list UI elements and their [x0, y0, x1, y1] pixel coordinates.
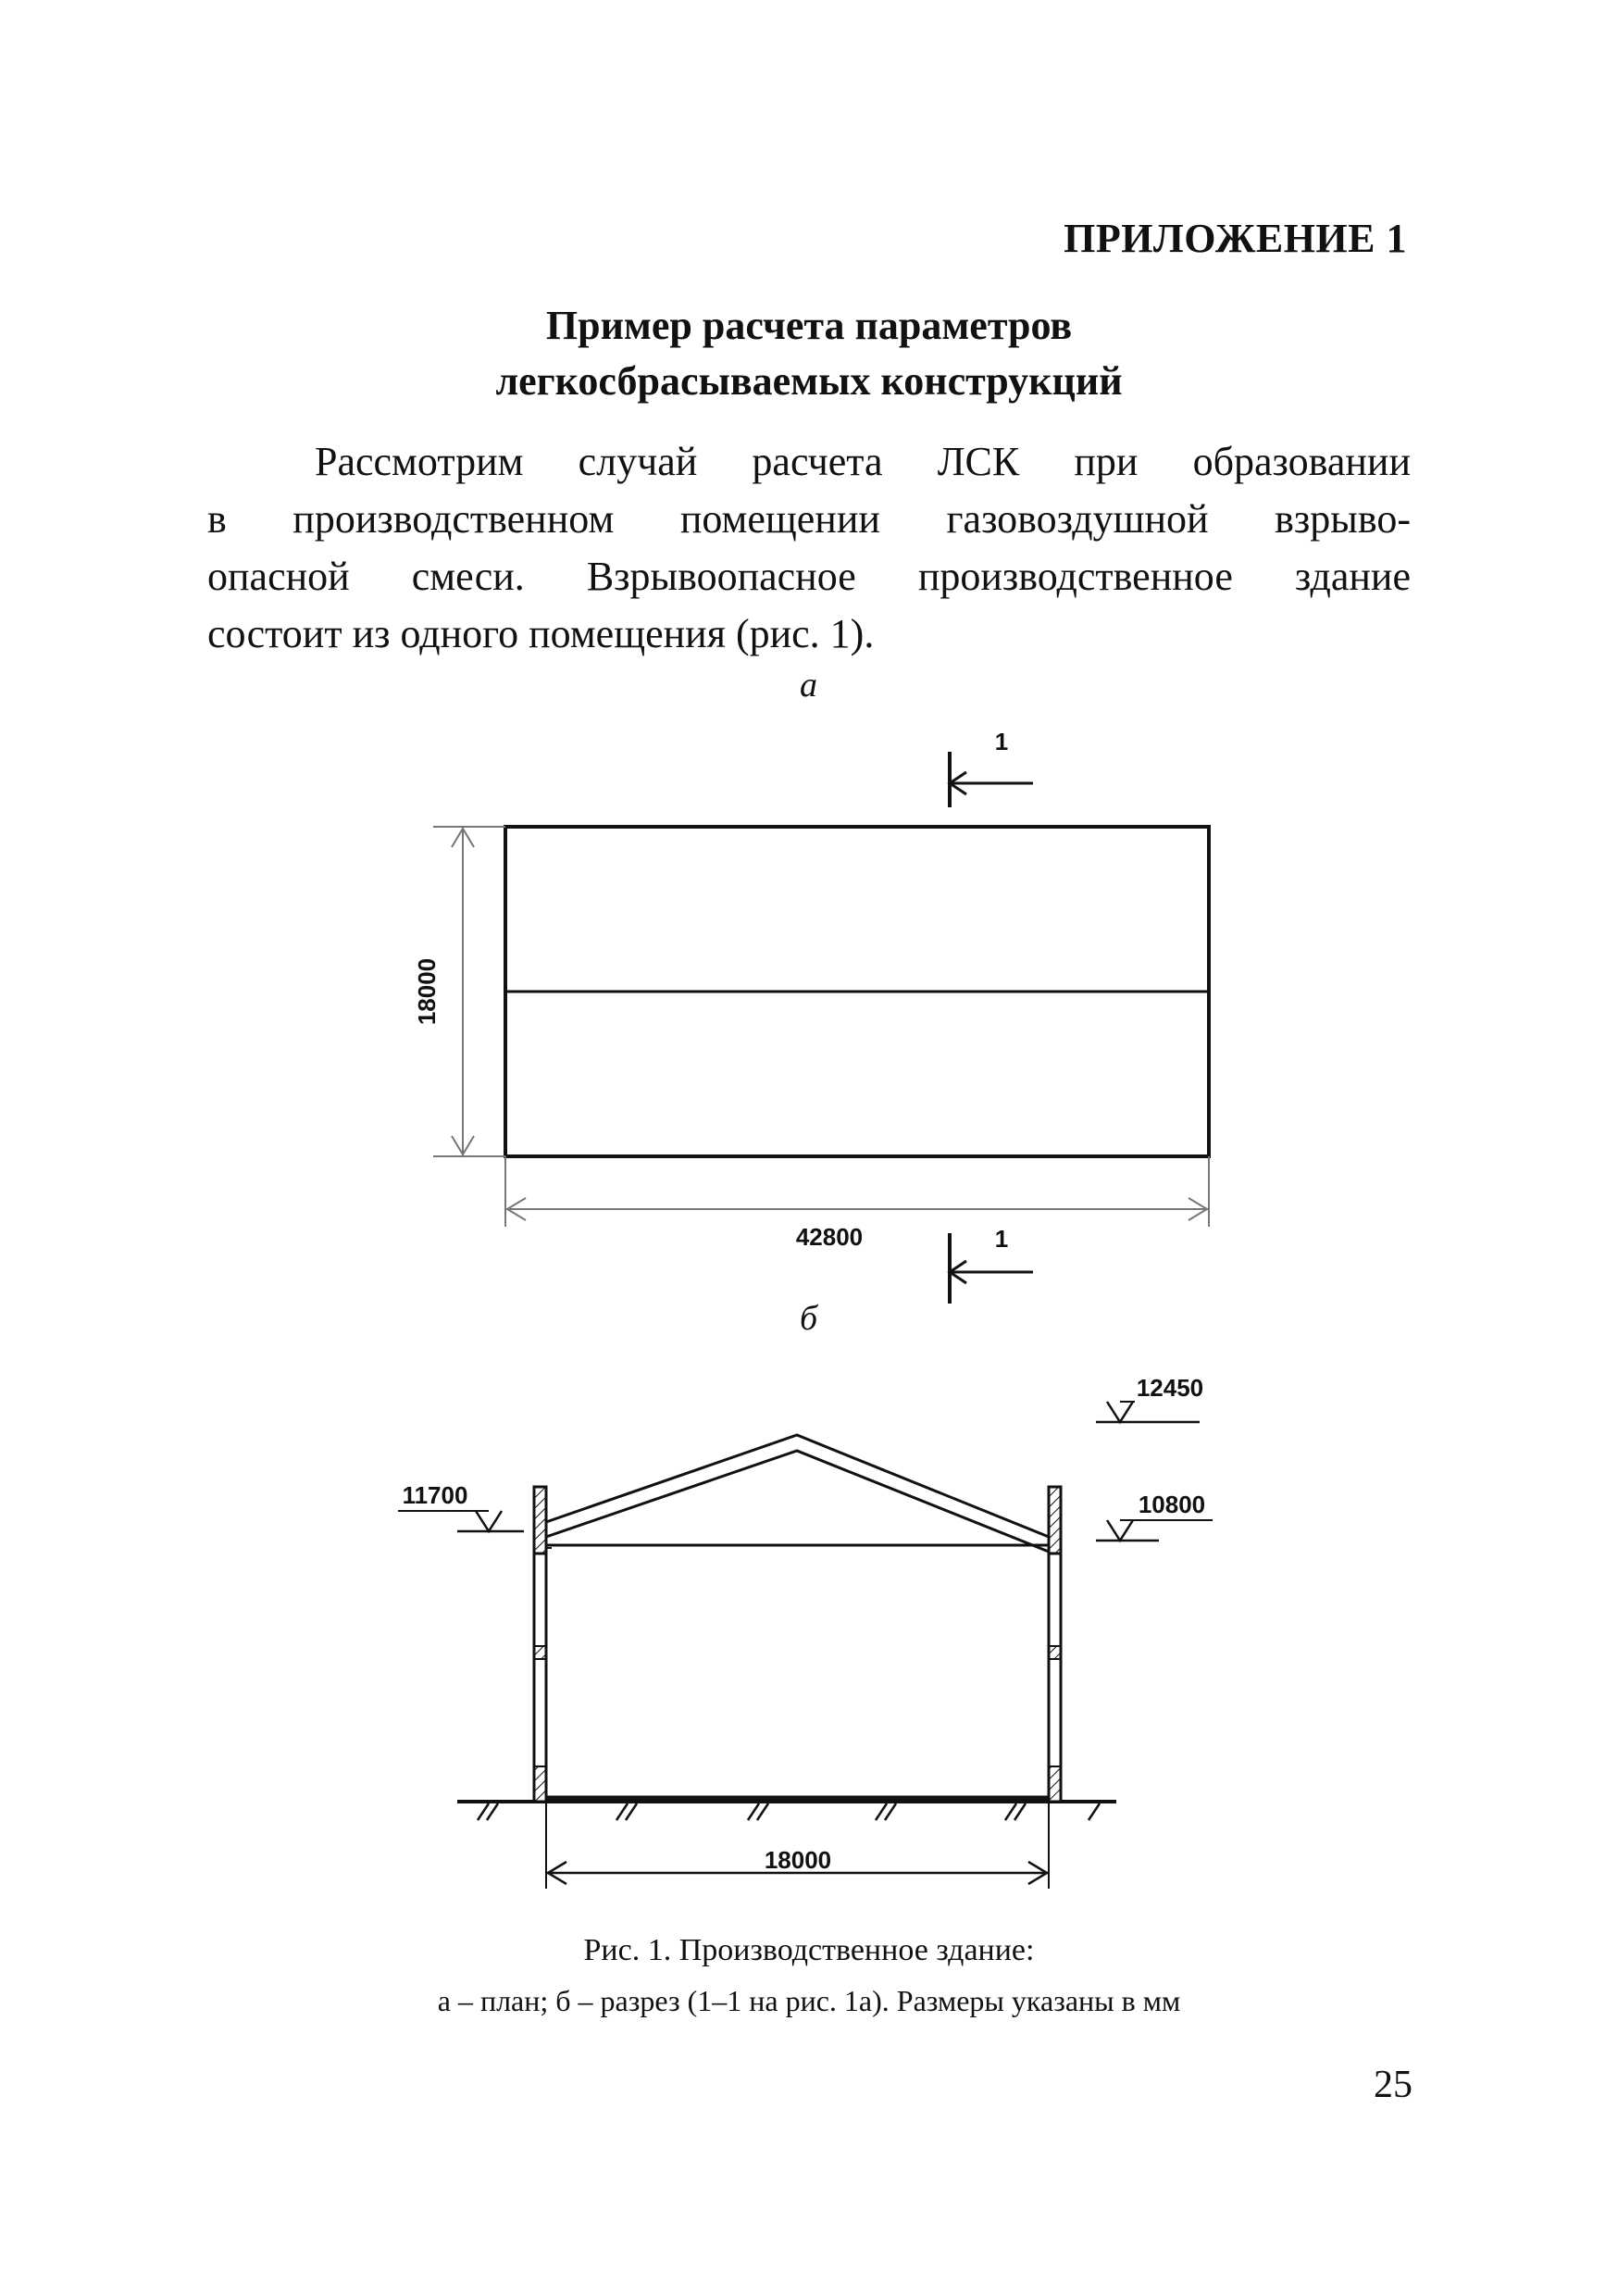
figure-caption-legend: а – план; б – разрез (1–1 на рис. 1а). Размеры указаны в мм — [437, 1984, 1181, 2017]
ground-hatching — [478, 1803, 1100, 1820]
plan-height-label: 18000 — [413, 957, 441, 1026]
paragraph-line: опасной смеси. Взрывоопасное производственное здание — [207, 554, 1411, 599]
appendix-heading: ПРИЛОЖЕНИЕ 1 — [1064, 216, 1407, 261]
section-view — [398, 1374, 1213, 1889]
paragraph-line: Рассмотрим случай расчета ЛСК при образовании — [315, 439, 1411, 484]
section-mark-bottom-label: 1 — [994, 1225, 1009, 1253]
left-wall — [534, 1487, 552, 1802]
section-mark-bottom — [950, 1225, 1033, 1304]
plan-width-dimension — [505, 1156, 1209, 1251]
section-span-label: 18000 — [764, 1846, 832, 1874]
elevation-left — [398, 1481, 524, 1531]
page-number: 25 — [1374, 2064, 1413, 2106]
figure-label-a: а — [800, 666, 817, 705]
section-title-line-2: легкосбрасываемых конструкций — [495, 358, 1123, 404]
roof — [546, 1435, 1049, 1552]
plan-view — [413, 728, 1209, 1304]
elevation-ridge — [1096, 1374, 1203, 1422]
section-mark-top — [950, 728, 1033, 807]
paragraph-line: состоит из одного помещения (рис. 1). — [207, 611, 875, 656]
elevation-right-label: 10800 — [1138, 1491, 1206, 1518]
elevation-right — [1096, 1491, 1213, 1541]
right-wall — [1049, 1487, 1061, 1802]
figure-caption-title: Рис. 1. Производственное здание: — [583, 1933, 1035, 1967]
section-span-dimension — [546, 1802, 1049, 1889]
plan-height-dimension — [413, 827, 505, 1156]
elevation-left-label: 11700 — [402, 1481, 468, 1509]
section-title-line-1: Пример расчета параметров — [545, 303, 1073, 348]
paragraph-line: в производственном помещении газовоздушной взрыво- — [207, 496, 1411, 542]
section-mark-top-label: 1 — [994, 728, 1009, 755]
elevation-ridge-label: 12450 — [1136, 1374, 1204, 1402]
plan-width-label: 42800 — [795, 1223, 864, 1251]
figure-label-b: б — [800, 1299, 818, 1338]
